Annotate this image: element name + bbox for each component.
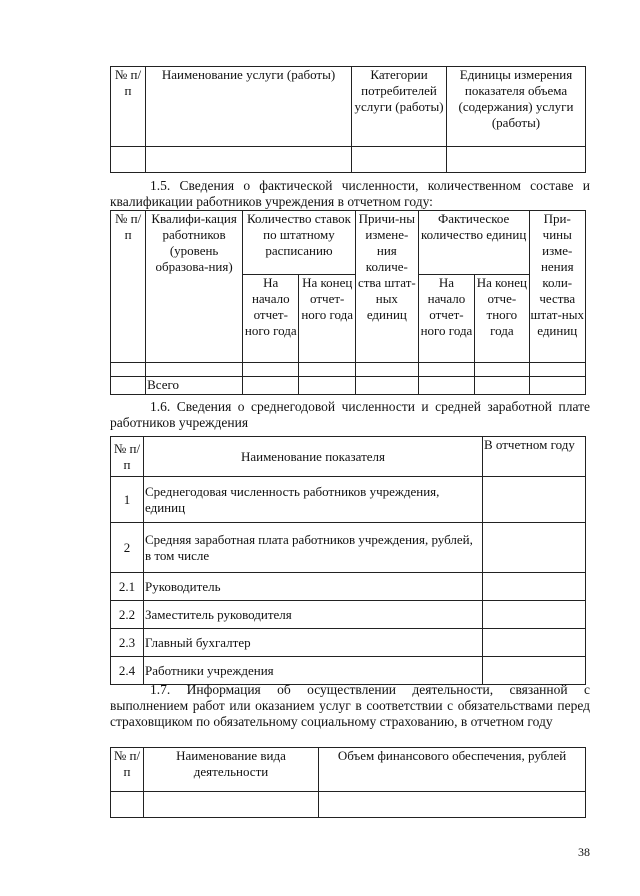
cell-empty bbox=[355, 363, 418, 377]
row-value bbox=[483, 477, 586, 523]
header-qualification: Квалифи-кация работников (уровень образова-ния) bbox=[146, 211, 243, 363]
cell-empty bbox=[319, 792, 586, 818]
cell-empty bbox=[475, 377, 529, 395]
cell-empty bbox=[475, 363, 529, 377]
cell-empty bbox=[529, 377, 586, 395]
insurance-table bbox=[110, 747, 586, 818]
cell-empty bbox=[111, 792, 144, 818]
header-units: Единицы измерения показателя объема (содержания) услуги (работы) bbox=[447, 67, 586, 147]
header-value: В отчетном году bbox=[483, 437, 586, 477]
salary-table bbox=[110, 436, 586, 685]
cell-empty bbox=[243, 363, 299, 377]
cell-empty bbox=[299, 363, 355, 377]
row-label: Главный бухгалтер bbox=[144, 629, 483, 657]
total-label: Всего bbox=[146, 377, 243, 395]
header-start-2: На начало отчет-ного года bbox=[418, 275, 474, 363]
header-num: № п/п bbox=[111, 211, 146, 363]
row-value bbox=[483, 523, 586, 573]
cell-empty bbox=[111, 363, 146, 377]
cell-empty bbox=[352, 147, 447, 173]
cell-empty bbox=[355, 377, 418, 395]
header-end-1: На конец отчет-ного года bbox=[299, 275, 355, 363]
header-start-1: На начало отчет-ного года bbox=[243, 275, 299, 363]
row-label: Среднегодовая численность работников учреждения, единиц bbox=[144, 477, 483, 523]
row-num: 2.2 bbox=[111, 601, 144, 629]
cell-empty bbox=[146, 147, 352, 173]
header-reason-1: Причи-ны измене-ния количе-ства штат-ных единиц bbox=[355, 211, 418, 363]
row-label: Руководитель bbox=[144, 573, 483, 601]
header-num: № п/п bbox=[111, 748, 144, 792]
cell-empty bbox=[418, 363, 474, 377]
cell-empty bbox=[243, 377, 299, 395]
section-17-title: 1.7. Информация об осуществлении деятельности, связанной с выполнением работ или оказанием услуг в соответствии с обязательствами перед страховщиком по обязательному социальному страхованию, в отчетном году bbox=[110, 682, 590, 729]
staff-table bbox=[110, 210, 586, 395]
cell-empty bbox=[111, 377, 146, 395]
row-num: 2.4 bbox=[111, 657, 144, 685]
header-end-2: На конец отче-тного года bbox=[475, 275, 529, 363]
header-num: № п/п bbox=[111, 437, 144, 477]
header-num: № п/п bbox=[111, 67, 146, 147]
row-label: Средняя заработная плата работников учреждения, рублей, в том числе bbox=[144, 523, 483, 573]
cell-empty bbox=[447, 147, 586, 173]
cell-empty bbox=[529, 363, 586, 377]
row-num: 2 bbox=[111, 523, 144, 573]
row-num: 2.3 bbox=[111, 629, 144, 657]
header-staff-count: Количество ставок по штатному расписанию bbox=[243, 211, 356, 275]
row-label: Работники учреждения bbox=[144, 657, 483, 685]
page-number: 38 bbox=[578, 845, 590, 859]
cell-empty bbox=[418, 377, 474, 395]
header-actual-count: Фактическое количество единиц bbox=[418, 211, 529, 275]
cell-empty bbox=[146, 363, 243, 377]
section-16-title: 1.6. Сведения о среднегодовой численности и средней заработной плате работников учреждения bbox=[110, 399, 590, 430]
row-label: Заместитель руководителя bbox=[144, 601, 483, 629]
cell-empty bbox=[111, 147, 146, 173]
cell-empty bbox=[299, 377, 355, 395]
row-num: 1 bbox=[111, 477, 144, 523]
header-service-name: Наименование услуги (работы) bbox=[146, 67, 352, 147]
row-value bbox=[483, 657, 586, 685]
row-value bbox=[483, 601, 586, 629]
row-value bbox=[483, 573, 586, 601]
cell-empty bbox=[144, 792, 319, 818]
header-reason-2: При-чины изме-нения коли-чества штат-ных единиц bbox=[529, 211, 586, 363]
services-table bbox=[110, 66, 586, 173]
row-num: 2.1 bbox=[111, 573, 144, 601]
row-value bbox=[483, 629, 586, 657]
header-volume: Объем финансового обеспечения, рублей bbox=[319, 748, 586, 792]
header-consumers: Категории потребителей услуги (работы) bbox=[352, 67, 447, 147]
header-activity: Наименование вида деятельности bbox=[144, 748, 319, 792]
header-indicator: Наименование показателя bbox=[144, 437, 483, 477]
section-15-title: 1.5. Сведения о фактической численности, количественном составе и квалификации работников учреждения в отчетном году: bbox=[110, 178, 590, 209]
